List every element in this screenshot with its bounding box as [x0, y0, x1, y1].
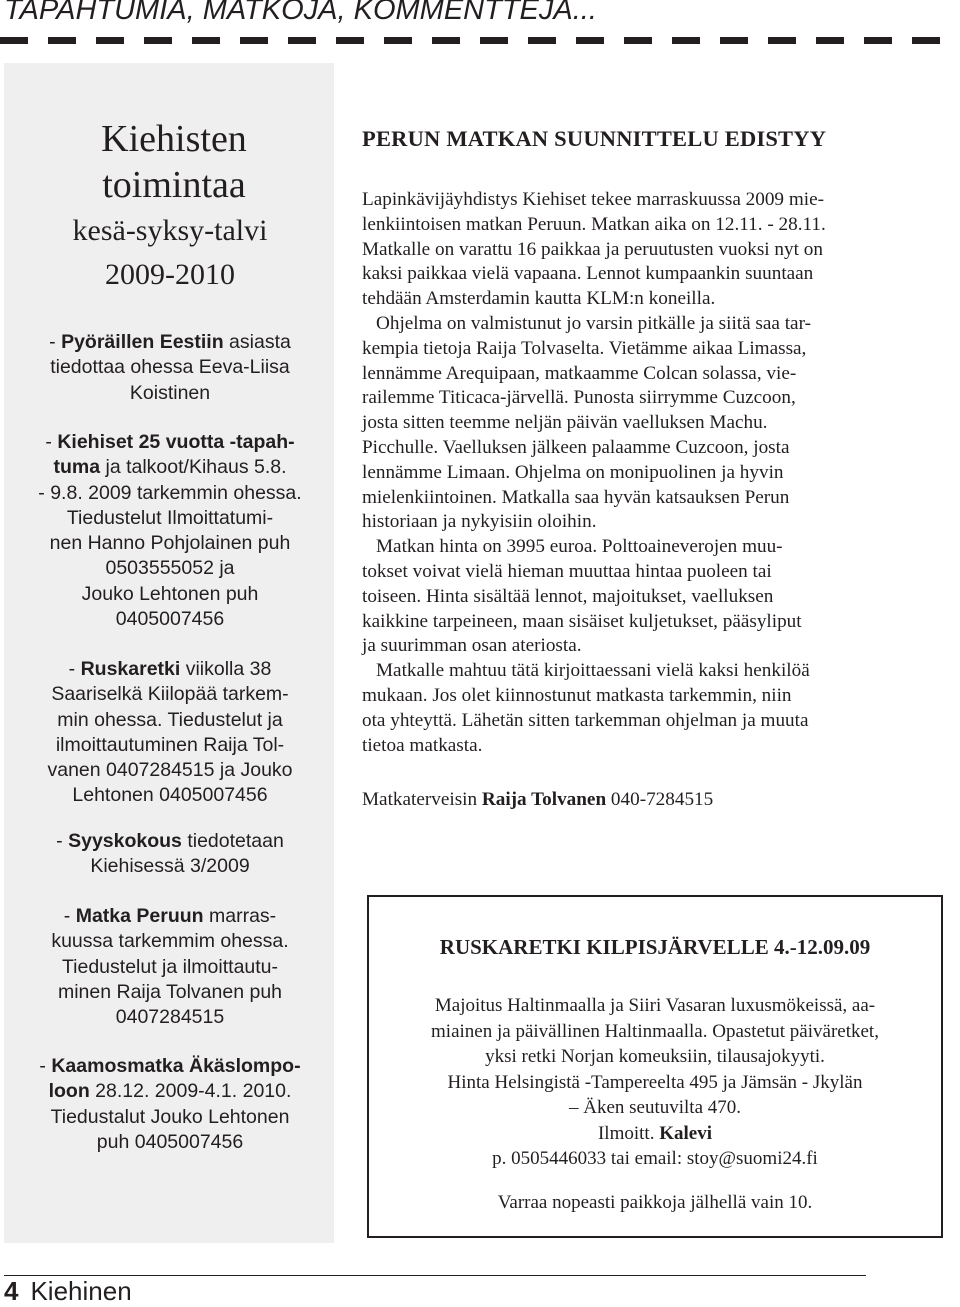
event-item-line: - Syyskokous tiedotetaan	[56, 830, 284, 852]
event-item-line: puh 0405007456	[96, 1130, 244, 1153]
event-item-name: Kiehiset 25 vuotta -tapah-	[57, 431, 295, 453]
event-item-line: Kiehisessä 3/2009	[90, 855, 250, 878]
article-line: toiseen. Hinta sisältää lennot, majoitukset, vaelluksen	[362, 585, 774, 607]
event-item-line: min ohessa. Tiedustelut ja	[57, 708, 283, 731]
ruskaretki-notice-box	[367, 895, 943, 1238]
event-item	[4, 904, 336, 1030]
notice-body	[369, 993, 941, 1172]
article-line: ja suurimman osan ateriosta.	[362, 635, 582, 657]
event-item-line: loon 28.12. 2009-4.1. 2010.	[48, 1080, 292, 1103]
event-item-line: Saariselkä Kiilopää tarkem-	[51, 683, 289, 706]
event-item	[4, 1054, 336, 1155]
event-item-line: - Pyöräillen Eestiin asiasta	[49, 331, 291, 353]
notice-contact-line: p. 0505446033 tai email: stoy@suomi24.fi	[492, 1148, 818, 1169]
event-item-name: Kaamosmatka Äkäslompo-	[51, 1055, 301, 1077]
article-line: historiaan ja nykyisiin oloihin.	[362, 511, 597, 533]
event-item-line: Tiedustelut ja ilmoittautu-	[61, 955, 279, 978]
article-line: Matkan hinta on 3995 euroa. Polttoaineverojen muu-	[376, 536, 783, 558]
sidebar-title-line-2: toimintaa	[102, 164, 246, 206]
notice-heading: RUSKARETKI KILPISJÄRVELLE 4.-12.09.09	[439, 935, 871, 959]
article-line: railemme Titicaca-järvellä. Punosta siirrymme Cuzcoon,	[362, 387, 796, 409]
event-item-name: Pyöräillen Eestiin	[61, 331, 224, 353]
notice-line: yksi retki Norjan komeuksiin, tilausajokyyti.	[485, 1046, 825, 1067]
signature-phone: 040-7284515	[610, 789, 714, 810]
article-line: mielenkiintoinen. Matkalla saa hyvän katsauksen Perun	[362, 486, 790, 508]
article-heading: PERUN MATKAN SUUNNITTELU EDISTYY	[362, 126, 827, 151]
article-line: ota yhteyttä. Lähetän sitten tarkemman ohjelman ja muuta	[362, 709, 809, 731]
event-item-line: vanen 0407284515 ja Jouko	[47, 759, 293, 782]
article-line: Ohjelma on valmistunut jo varsin pitkälle ja siitä saa tar-	[376, 312, 811, 334]
publication-name: Kiehinen	[30, 1276, 132, 1306]
article-line: Picchulle. Vaelluksen jälkeen palaamme Cuzcoon, josta	[362, 436, 790, 458]
notice-line: miainen ja päivällinen Haltinmaalla. Opastetut päiväretket,	[431, 1020, 879, 1042]
article-line: lennämme Arequipaan, matkaamme Colcan solassa, vie-	[362, 362, 797, 384]
article-line: mukaan. Jos olet kiinnostunut matkasta tarkemmin, niin	[362, 684, 792, 706]
article-line: Matkalle mahtuu tätä kirjoittaessani vielä kaksi henkilöä	[376, 660, 810, 682]
sidebar-years: 2009-2010	[105, 258, 235, 291]
article-line: tokset voivat vielä hieman muuttaa hintaa puoleen tai	[362, 560, 772, 582]
event-item-line: - Kaamosmatka Äkäslompo-	[39, 1055, 301, 1077]
event-item-line: ilmoittautuminen Raija Tol-	[55, 733, 285, 756]
event-item-line: - Ruskaretki viikolla 38	[68, 658, 272, 680]
sidebar-title-line-1: Kiehisten	[101, 118, 247, 160]
notice-line: Hinta Helsingistä -Tampereelta 495 ja Jämsän - Jkylän	[447, 1071, 863, 1093]
event-item	[4, 829, 336, 880]
footer-rule	[4, 1275, 866, 1276]
dashed-divider	[0, 37, 960, 44]
notice-footer: Varraa nopeasti paikkoja jälhellä vain 10.	[497, 1192, 813, 1213]
notice-line: – Äken seutuvilta 470.	[568, 1097, 742, 1118]
article-line: kaksi paikkaa vielä vapaana. Lennot kumpaankin suuntaan	[362, 263, 814, 285]
article-line: kaikkine tarpeineen, maan sisäiset kuljetukset, pääsyliput	[362, 610, 802, 632]
event-item-line: Tiedustelut Ilmoittatumi-	[66, 506, 274, 529]
signature-name: Raija Tolvanen	[481, 789, 607, 810]
event-item-name: Syyskokous	[68, 830, 182, 852]
event-item-name: Ruskaretki	[80, 658, 181, 680]
event-item-name: tuma	[53, 456, 101, 479]
article-line: josta sitten teemme neljän päivän vaelluksen Machu.	[362, 412, 768, 434]
article-line: lenkiintoisen matkan Peruun. Matkan aika on 12.11. - 28.11.	[362, 213, 826, 235]
event-item-name: loon	[48, 1080, 90, 1103]
article-line: kempia tietoja Raija Tolvaselta. Vietämme aikaa Limassa,	[362, 337, 807, 359]
page-number: 4	[4, 1276, 19, 1306]
article-line: tietoa matkasta.	[362, 734, 483, 756]
event-item-line: - 9.8. 2009 tarkemmin ohessa.	[38, 481, 302, 504]
event-item-line: kuussa tarkemmim ohessa.	[51, 930, 289, 953]
article-body	[362, 188, 932, 758]
page-folio	[4, 1276, 132, 1307]
event-item-line: minen Raija Tolvanen puh	[57, 980, 283, 1003]
event-item-line: 0405007456	[115, 608, 225, 631]
notice-contact: Ilmoitt. Kalevi	[597, 1122, 712, 1144]
article-line: Lapinkävijäyhdistys Kiehiset tekee marraskuussa 2009 mie-	[362, 189, 824, 210]
event-item-line: Jouko Lehtonen puh	[81, 582, 259, 605]
event-item-line: Koistinen	[129, 381, 211, 404]
event-item-line: tuma ja talkoot/Kihaus 5.8.	[53, 456, 287, 479]
event-item-line: tiedottaa ohessa Eeva-Liisa	[50, 356, 290, 379]
event-item-line: nen Hanno Pohjolainen puh	[49, 532, 291, 555]
notice-line: Majoitus Haltinmaalla ja Siiri Vasaran luxusmökeissä, aa-	[434, 995, 876, 1016]
events-sidebar	[4, 63, 334, 1243]
notice-contact-name: Kalevi	[659, 1122, 712, 1144]
event-item-line: - Kiehiset 25 vuotta -tapah-	[45, 431, 295, 453]
section-header: TAPAHTUMIA, MATKOJA, KOMMENTTEJA...	[4, 0, 597, 26]
article-line: tehdään Amsterdamin kautta KLM:n koneilla.	[362, 288, 716, 310]
event-item-line: 0407284515	[115, 1006, 225, 1029]
event-item	[4, 657, 336, 809]
signature-prefix: Matkaterveisin	[362, 789, 478, 810]
sidebar-subtitle: kesä-syksy-talvi	[72, 214, 268, 247]
event-item-name: Matka Peruun	[75, 905, 204, 927]
article-signature	[362, 789, 932, 811]
article-line: Matkalle on varattu 16 paikkaa ja peruutusten vuoksi nyt on	[362, 238, 823, 260]
event-item-line: - Matka Peruun marras-	[63, 905, 277, 927]
event-item	[4, 330, 336, 406]
event-item-line: Tiedustalut Jouko Lehtonen	[50, 1105, 290, 1128]
event-item-line: Lehtonen 0405007456	[72, 784, 268, 807]
event-item-line: 0503555052 ja	[105, 557, 235, 580]
article-line: lennämme Limaan. Ohjelma on monipuolinen ja hyvin	[362, 461, 784, 483]
event-item	[4, 430, 336, 632]
